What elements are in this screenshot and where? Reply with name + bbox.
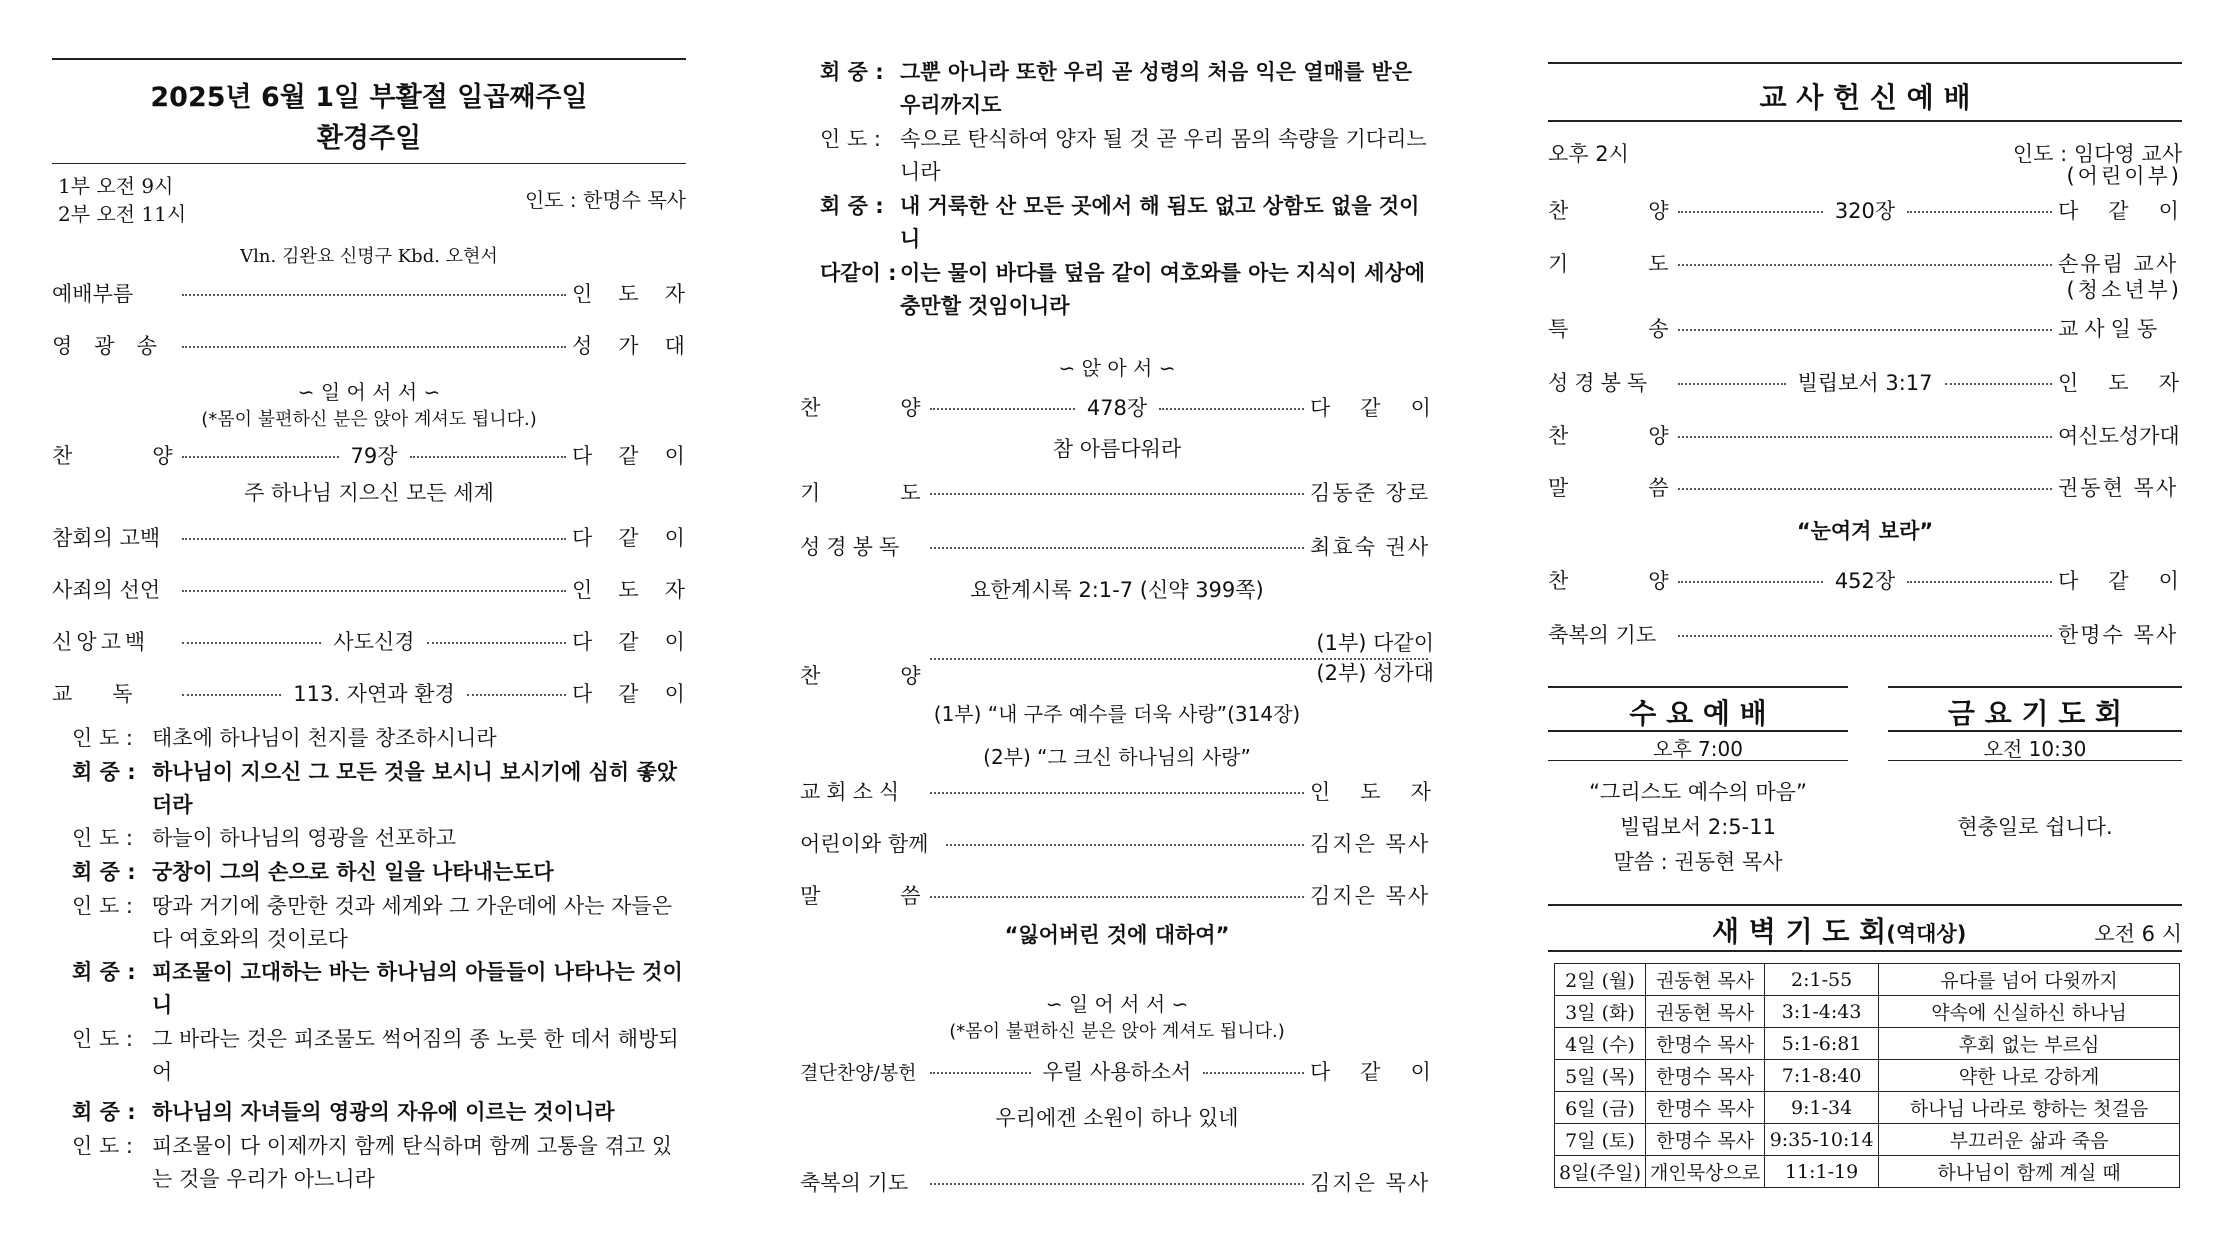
responsive-line: 회 중 : 내 거룩한 산 모든 곳에서 해 됨도 없고 상함도 없을 것이니	[820, 194, 1420, 251]
item-hymn: 찬양 478장 다같이	[800, 396, 1461, 420]
item-creed-name: 사도신경	[333, 630, 415, 654]
stand-note: (*몸이 불편하신 분은 앉아 계셔도 됩니다.)	[201, 409, 537, 430]
item-label: 사죄의 선언	[52, 578, 161, 602]
responsive-line: 인 도 : 그 바라는 것은 피조물도 썩어짐의 종 노릇 한 데서 해방되어	[72, 1027, 679, 1084]
offering-hymn-title: 우리에겐 소원이 하나 있네	[995, 1106, 1239, 1130]
responsive-line: 인 도 : 태초에 하나님이 천지를 창조하시니라	[72, 726, 497, 750]
wednesday-time: 오후 7:00	[1653, 737, 1743, 761]
item-person: 다같이	[572, 526, 711, 550]
item-label: 교독	[52, 682, 173, 706]
wednesday-sermon: “그리스도 예수의 마음”	[1589, 780, 1807, 804]
responsive-line: 인 도 : 하늘이 하나님의 영광을 선포하고	[72, 826, 457, 850]
item-call-to-worship	[52, 278, 711, 308]
responsive-line: 다같이 : 이는 물이 바다를 덮음 같이 여호와를 아는 지식이 세상에 충만할 것임이니라	[820, 261, 1426, 318]
item-person: 인도자	[572, 578, 711, 602]
stand-marker: ∽ 일 어 서 서 ∽	[1045, 992, 1189, 1016]
item-benediction: 축복의 기도 한명수 목사	[1548, 623, 2179, 647]
item-sermon: 말씀 권동현 목사	[1548, 476, 2179, 500]
responsive-line: 회 중 : 피조물이 고대하는 바는 하나님의 아들들이 나타나는 것이니	[72, 960, 683, 1017]
item-hymn: 찬양 452장 다같이	[1548, 569, 2209, 593]
friday-note: 현충일로 쉽니다.	[1957, 815, 2113, 839]
item-scripture: 성경봉독 빌립보서 3:17 인도자	[1548, 371, 2209, 395]
wednesday-reference: 빌립보서 2:5-11	[1620, 815, 1776, 839]
item-label: 찬양	[52, 444, 253, 468]
title-rule	[52, 163, 686, 164]
table-row: 4일 (수) 한명수 목사 5:1-6:81 후회 없는 부르심	[1555, 1028, 2180, 1060]
musicians: Vln. 김완요 신명구 Kbd. 오현서	[240, 246, 498, 267]
responsive-line: 회 중 : 궁창이 그의 손으로 하신 일을 나타내는도다	[72, 860, 554, 884]
page-subtitle: 환경주일	[316, 123, 422, 154]
anthem-title-1: (1부) “내 구주 예수를 더욱 사랑”(314장)	[933, 702, 1301, 726]
service-time-1: 1부 오전 9시	[58, 174, 174, 198]
item-announcements: 교회소식 인도자	[800, 780, 1461, 804]
responsive-line: 회 중 : 하나님이 지으신 그 모든 것을 보시니 보시기에 심히 좋았더라	[72, 760, 678, 817]
item-offering: 결단찬양/봉헌 우릴 사용하소서 다같이	[800, 1060, 1461, 1084]
item-gloria	[52, 330, 711, 360]
table-row: 6일 (금) 한명수 목사 9:1-34 하나님 나라로 향하는 첫걸음	[1555, 1092, 2180, 1124]
item-label: 신앙고백	[52, 630, 150, 654]
leader-dept: (어린이부)	[2066, 164, 2182, 188]
item-confession	[52, 522, 711, 552]
item-hymn	[52, 440, 711, 470]
responsive-line: 회 중 : 하나님의 자녀들의 영광의 자유에 이르는 것이니라	[72, 1100, 615, 1124]
stand-marker: ∽ 일 어 서 서 ∽	[297, 380, 441, 404]
item-person: 인도자	[572, 282, 711, 306]
hymn-title: 주 하나님 지으신 모든 세계	[244, 481, 494, 505]
item-sermon: 말씀 김지은 목사	[800, 884, 1431, 908]
hymn-title: 참 아름다워라	[1052, 437, 1182, 461]
item-label: 예배부름	[52, 282, 134, 306]
friday-time: 오전 10:30	[1983, 737, 2087, 761]
table-row: 7일 (토) 한명수 목사 9:35-10:14 부끄러운 삶과 죽음	[1555, 1124, 2180, 1156]
anthem-performer-2: (2부) 성가대	[1316, 661, 1434, 685]
leader: 인도 : 한명수 목사	[524, 188, 686, 212]
dawn-prayer-title: 새 벽 기 도 회(역대상)	[1712, 915, 1967, 948]
teacher-service-title: 교 사 헌 신 예 배	[1759, 81, 1971, 114]
wednesday-service-title: 수 요 예 배	[1629, 697, 1767, 730]
responsive-line: 인 도 : 속으로 탄식하여 양자 될 것 곧 우리 몸의 속량을 기다리느니라	[820, 127, 1427, 184]
item-label: 영광송	[52, 334, 179, 358]
item-absolution	[52, 574, 711, 604]
item-anthem: 찬양 여신도성가대	[1548, 424, 2180, 448]
scripture-reference: 요한계시록 2:1-7 (신약 399쪽)	[970, 578, 1264, 602]
item-prayer: 기도 손유림 교사	[1548, 252, 2179, 276]
page-title: 2025년 6월 1일 부활절 일곱째주일	[150, 82, 588, 113]
wednesday-speaker: 말씀 : 권동현 목사	[1613, 850, 1783, 874]
anthem-title-2: (2부) “그 크신 하나님의 사랑”	[983, 745, 1251, 769]
responsive-line: 인 도 : 땅과 거기에 충만한 것과 세계와 그 가운데에 사는 자들은 다 여호와의 것이로다	[72, 894, 672, 951]
top-rule	[52, 58, 686, 60]
sermon-title: “잃어버린 것에 대하여”	[1004, 923, 1230, 947]
responsive-line: 회 중 : 그뿐 아니라 또한 우리 곧 성령의 처음 익은 열매를 받은 우리까지도	[820, 60, 1413, 117]
table-row: 5일 (목) 한명수 목사 7:1-8:40 약한 나로 강하게	[1555, 1060, 2180, 1092]
table-row: 3일 (화) 권동현 목사 3:1-4:43 약속에 신실하신 하나님	[1555, 996, 2180, 1028]
item-prayer: 기도 김동준 장로	[800, 481, 1431, 505]
item-person: 다같이	[572, 682, 711, 706]
item-person: 다같이	[572, 630, 711, 654]
dawn-prayer-time: 오전 6 시	[2094, 922, 2182, 946]
item-person: 성가대	[572, 334, 711, 358]
prayer-dept: (청소년부)	[2066, 278, 2182, 302]
item-creed	[52, 626, 711, 656]
anthem-performer-1: (1부) 다같이	[1316, 631, 1434, 655]
table-row: 8일(주일) 개인묵상으로 11:1-19 하나님이 함께 계실 때	[1555, 1156, 2180, 1188]
item-children: 어린이와 함께 김지은 목사	[800, 832, 1431, 856]
responsive-line: 인 도 : 피조물이 다 이제까지 함께 탄식하며 함께 고통을 겪고 있는 것을 우리가 아느니라	[72, 1134, 672, 1191]
sermon-title: “눈여겨 보라”	[1796, 519, 1934, 543]
item-responsive-reading	[52, 678, 711, 708]
item-person: 다같이	[572, 444, 711, 468]
item-scripture: 성경봉독 최효숙 권사	[800, 535, 1431, 559]
teacher-service-leader: 인도 : 임다영 교사	[2012, 142, 2182, 166]
item-label: 참회의 고백	[52, 526, 161, 550]
item-special-song: 특송 교사일동	[1548, 317, 2164, 341]
service-time-2: 2부 오전 11시	[58, 202, 187, 226]
dawn-prayer-schedule	[1554, 963, 2180, 1188]
sit-marker: ∽ 앉 아 서 ∽	[1058, 356, 1176, 380]
item-hymn-number: 79장	[350, 444, 398, 468]
item-reading-title: 113. 자연과 환경	[293, 682, 455, 706]
stand-note: (*몸이 불편하신 분은 앉아 계셔도 됩니다.)	[949, 1021, 1285, 1042]
item-hymn: 찬양 320장 다같이	[1548, 199, 2209, 223]
item-benediction: 축복의 기도 김지은 목사	[800, 1171, 1431, 1195]
table-row: 2일 (월) 권동현 목사 2:1-55 유다를 넘어 다윗까지	[1555, 964, 2180, 996]
friday-prayer-title: 금 요 기 도 회	[1947, 697, 2123, 730]
item-anthem: 찬양	[800, 642, 1434, 708]
teacher-service-time: 오후 2시	[1548, 142, 1629, 166]
